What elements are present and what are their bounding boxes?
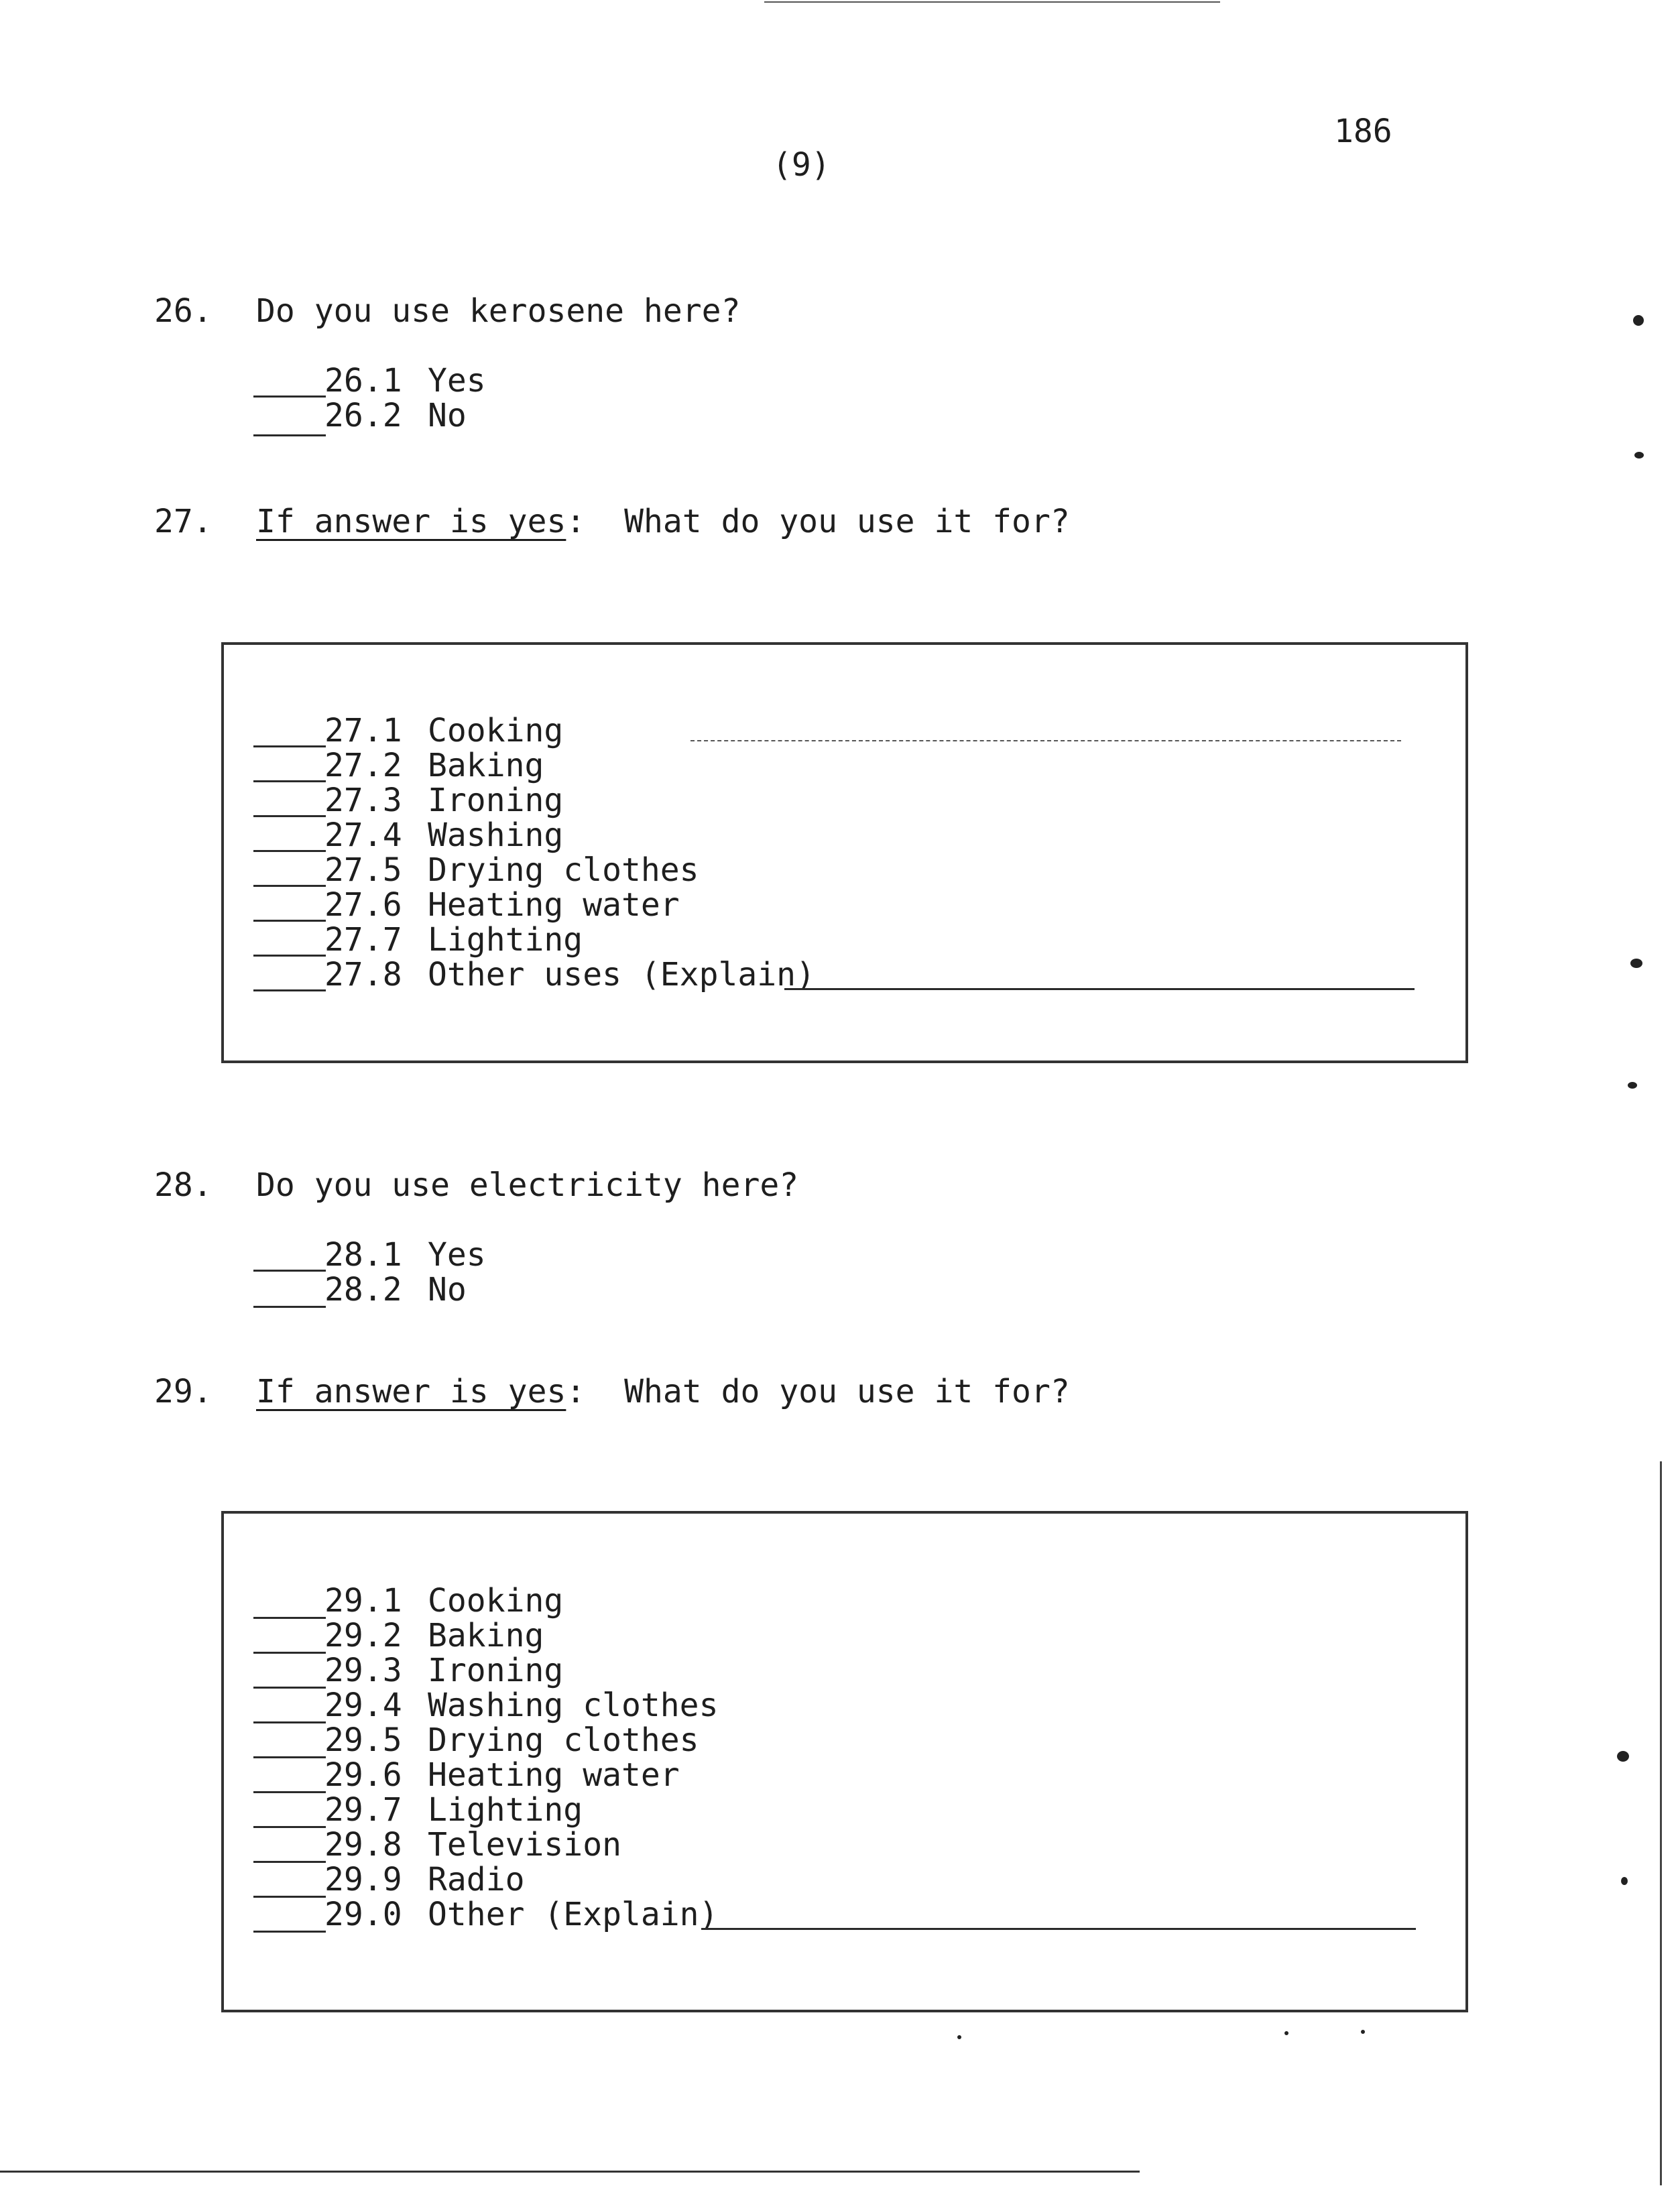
q27-condition: If answer is yes <box>256 503 566 540</box>
q29-option-code: 29.5 <box>324 1721 402 1759</box>
q29-option-label: Ironing <box>428 1652 564 1689</box>
q29-option-label: Drying clothes <box>428 1721 699 1759</box>
q27-answer-blank[interactable] <box>253 815 326 817</box>
q27-option-code: 27.3 <box>324 782 402 819</box>
q27-option-label: Heating water <box>428 886 680 924</box>
q27-answer-blank[interactable] <box>253 850 326 852</box>
q29-answer-blank[interactable] <box>253 1617 326 1619</box>
q29-answer-blank[interactable] <box>253 1756 326 1758</box>
page-edge-line <box>1660 1461 1663 2185</box>
q26-option-label: No <box>428 397 467 434</box>
q29-option-code: 29.4 <box>324 1687 402 1724</box>
q29-answer-box <box>221 1511 1468 2012</box>
q29-option-code: 29.8 <box>324 1826 402 1864</box>
q27-answer-box <box>221 642 1468 1063</box>
q27-option-label: Lighting <box>428 921 583 959</box>
scan-speck <box>1628 1082 1637 1089</box>
bottom-scan-line <box>0 2171 1140 2173</box>
scan-speck <box>1633 315 1644 326</box>
q29-colon: : <box>566 1373 586 1410</box>
scan-speck <box>957 2035 961 2039</box>
q26-option-label: Yes <box>428 362 486 400</box>
q26-answer-blank-2[interactable] <box>253 434 326 436</box>
q27-option-code: 27.7 <box>324 921 402 959</box>
q27-explain-line[interactable] <box>784 988 1415 990</box>
q28-option-label: No <box>428 1271 467 1309</box>
q29-option-label: Other (Explain) <box>428 1896 719 1933</box>
q29-option-code: 29.2 <box>324 1617 402 1654</box>
q27-option-label: Washing <box>428 816 564 854</box>
q27-colon: : <box>566 503 586 540</box>
q28-option-code: 28.1 <box>324 1236 402 1274</box>
q27-answer-blank[interactable] <box>253 955 326 957</box>
section-number: (9) <box>772 146 831 184</box>
q26-option-code: 26.2 <box>324 397 402 434</box>
q29-answer-blank[interactable] <box>253 1652 326 1654</box>
q29-option-code: 29.9 <box>324 1861 402 1898</box>
q28-option-label: Yes <box>428 1236 486 1274</box>
q27-option-label: Ironing <box>428 782 564 819</box>
q28-number: 28. <box>154 1166 213 1204</box>
q29-answer-blank[interactable] <box>253 1861 326 1863</box>
q27-option-code: 27.5 <box>324 851 402 889</box>
q27-cooking-guide-line <box>691 740 1401 741</box>
q26-answer-blank-1[interactable] <box>253 396 326 398</box>
scan-speck <box>1361 2030 1365 2034</box>
q27-answer-blank[interactable] <box>253 920 326 922</box>
scan-speck <box>1634 452 1644 459</box>
q29-option-label: Television <box>428 1826 621 1864</box>
q29-number: 29. <box>154 1373 213 1410</box>
q27-option-code: 27.4 <box>324 816 402 854</box>
q29-condition: If answer is yes <box>256 1373 566 1410</box>
q27-option-label: Baking <box>428 747 544 784</box>
q27-text: What do you use it for? <box>624 503 1070 540</box>
scan-speck <box>1630 959 1642 968</box>
q29-text: What do you use it for? <box>624 1373 1070 1410</box>
q27-option-label: Drying clothes <box>428 851 699 889</box>
q26-number: 26. <box>154 292 213 330</box>
q29-option-code: 29.1 <box>324 1582 402 1620</box>
q29-option-label: Washing clothes <box>428 1687 719 1724</box>
scan-speck <box>1284 2031 1288 2035</box>
q29-answer-blank[interactable] <box>253 1721 326 1723</box>
q29-option-code: 29.7 <box>324 1791 402 1829</box>
q27-answer-blank[interactable] <box>253 780 326 782</box>
q27-option-code: 27.2 <box>324 747 402 784</box>
q28-answer-blank-1[interactable] <box>253 1270 326 1272</box>
q29-option-label: Radio <box>428 1861 525 1898</box>
q27-option-code: 27.8 <box>324 956 402 993</box>
scan-speck <box>1617 1751 1629 1762</box>
q28-text: Do you use electricity here? <box>256 1166 799 1204</box>
q28-answer-blank-2[interactable] <box>253 1306 326 1308</box>
q29-option-code: 29.6 <box>324 1756 402 1794</box>
q26-option-code: 26.1 <box>324 362 402 400</box>
q29-answer-blank[interactable] <box>253 1931 326 1933</box>
q29-option-label: Cooking <box>428 1582 564 1620</box>
q29-option-label: Heating water <box>428 1756 680 1794</box>
q27-answer-blank[interactable] <box>253 745 326 747</box>
scan-speck <box>1621 1877 1628 1885</box>
q26-text: Do you use kerosene here? <box>256 292 741 330</box>
q27-answer-blank[interactable] <box>253 885 326 887</box>
q27-answer-blank[interactable] <box>253 989 326 991</box>
q29-option-label: Baking <box>428 1617 544 1654</box>
q29-answer-blank[interactable] <box>253 1687 326 1689</box>
q29-explain-line[interactable] <box>701 1928 1416 1930</box>
q29-option-code: 29.3 <box>324 1652 402 1689</box>
q27-number: 27. <box>154 503 213 540</box>
q27-option-label: Other uses (Explain) <box>428 956 815 993</box>
q27-option-label: Cooking <box>428 712 564 749</box>
q29-answer-blank[interactable] <box>253 1896 326 1898</box>
q29-option-label: Lighting <box>428 1791 583 1829</box>
q29-answer-blank[interactable] <box>253 1791 326 1793</box>
q27-option-code: 27.6 <box>324 886 402 924</box>
q29-question <box>256 1373 1070 1410</box>
q29-option-code: 29.0 <box>324 1896 402 1933</box>
q27-option-code: 27.1 <box>324 712 402 749</box>
q27-question <box>256 505 1070 538</box>
top-scan-line <box>764 1 1220 3</box>
q28-option-code: 28.2 <box>324 1271 402 1309</box>
page-number: 186 <box>1334 113 1392 150</box>
q29-answer-blank[interactable] <box>253 1826 326 1828</box>
